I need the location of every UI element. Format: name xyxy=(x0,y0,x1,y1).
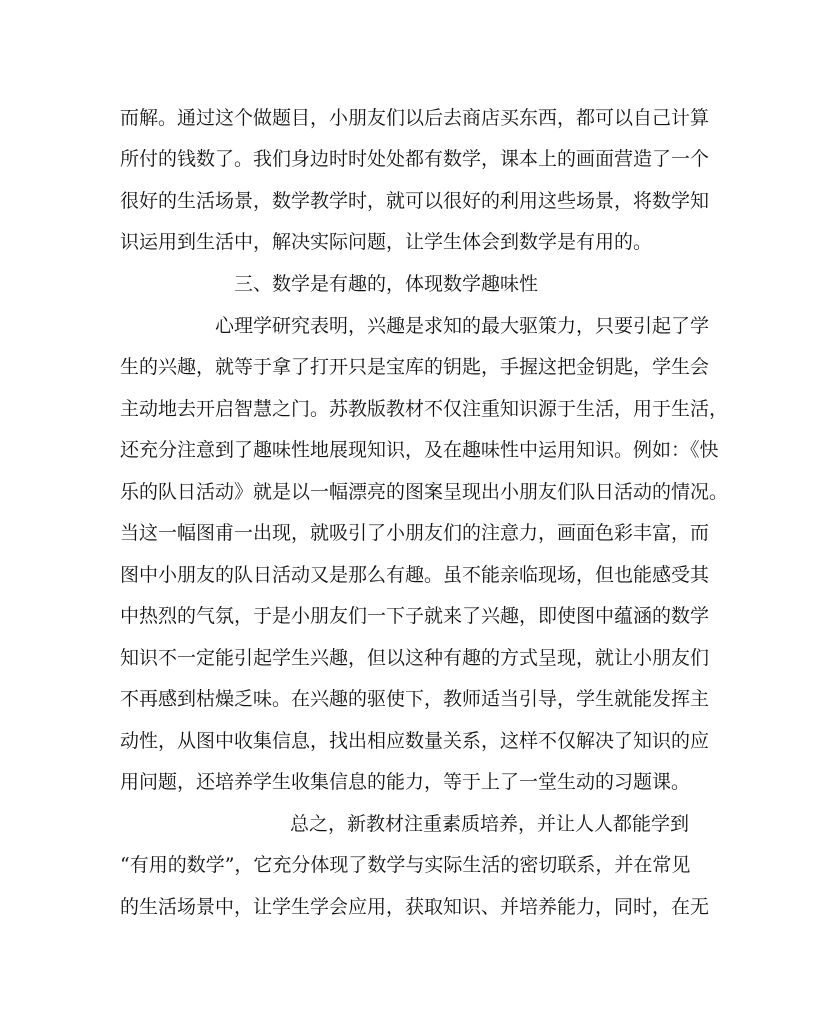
text-line: 而解。通过这个做题目，小朋友们以后去商店买东西，都可以自己计算 xyxy=(120,107,710,129)
text-line: 还充分注意到了趣味性地展现知识，及在趣味性中运用知识。例如：《快 xyxy=(120,439,719,461)
text-line: 的生活场景中，让学生学会应用，获取知识、并培养能力，同时，在无 xyxy=(120,896,710,918)
text-line: 用问题，还培养学生收集信息的能力，等于上了一堂生动的习题课。 xyxy=(120,771,691,793)
text-line: 乐的队日活动》就是以一幅漂亮的图案呈现出小朋友们队日活动的情况。 xyxy=(120,481,729,503)
text-line: 动性，从图中收集信息，找出相应数量关系，这样不仅解决了知识的应 xyxy=(120,730,710,752)
text-line: 图中小朋友的队日活动又是那么有趣。虽不能亲临现场，但也能感受其 xyxy=(120,564,710,586)
section-heading: 三、数学是有趣的，体现数学趣味性 xyxy=(234,273,539,295)
text-line: 主动地去开启智慧之门。苏教版教材不仅注重知识源于生活，用于生活， xyxy=(120,398,729,420)
text-line: 当这一幅图甫一出现，就吸引了小朋友们的注意力，画面色彩丰富，而 xyxy=(120,522,710,544)
text-line: 生的兴趣，就等于拿了打开只是宝库的钥匙，手握这把金钥匙，学生会 xyxy=(120,356,710,378)
text-line: 总之，新教材注重素质培养，并让人人都能学到 xyxy=(290,813,690,835)
text-line: 知识不一定能引起学生兴趣，但以这种有趣的方式呈现，就让小朋友们 xyxy=(120,647,710,669)
text-line: 所付的钱数了。我们身边时时处处都有数学，课本上的画面营造了一个 xyxy=(120,148,710,170)
text-line: 不再感到枯燥乏味。在兴趣的驱使下，教师适当引导，学生就能发挥主 xyxy=(120,688,710,710)
text-line: 中热烈的气氛，于是小朋友们一下子就来了兴趣，即使图中蕴涵的数学 xyxy=(120,605,710,627)
text-line: 很好的生活场景，数学教学时，就可以很好的利用这些场景，将数学知 xyxy=(120,190,710,212)
text-line: 识运用到生活中，解决实际问题，让学生体会到数学是有用的。 xyxy=(120,231,653,253)
text-line: 心理学研究表明，兴趣是求知的最大驱策力，只要引起了学 xyxy=(215,315,710,337)
text-line: “有用的数学”，它充分体现了数学与实际生活的密切联系，并在常见 xyxy=(120,854,691,876)
